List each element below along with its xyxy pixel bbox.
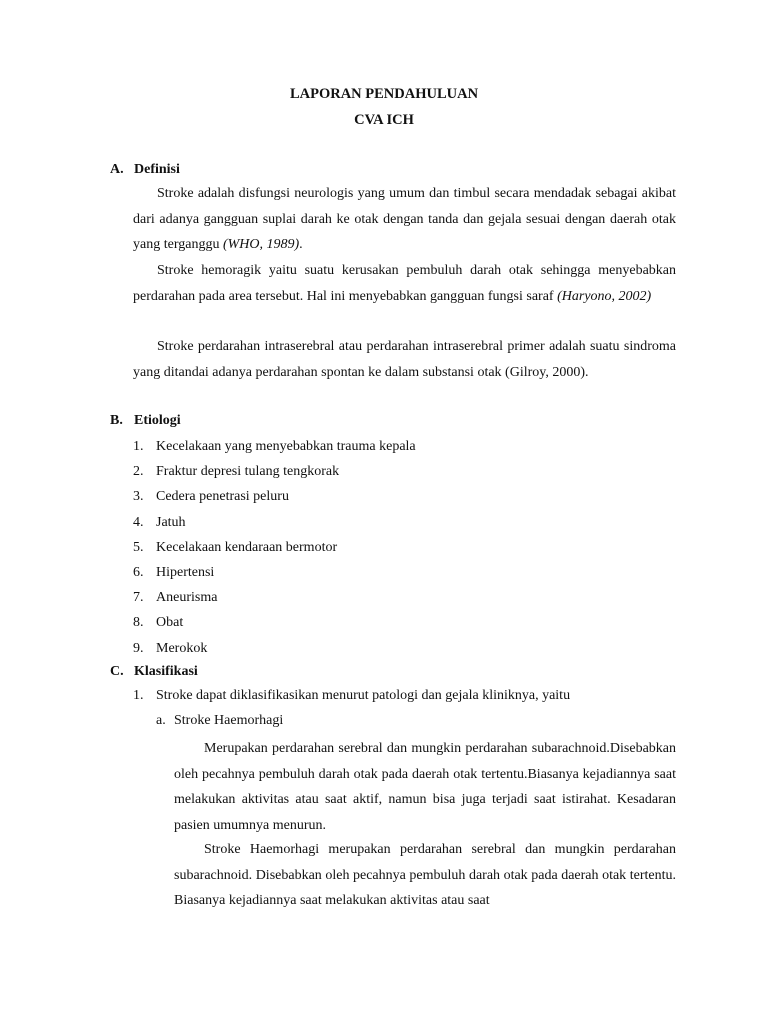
definisi-paragraph-1 — [133, 181, 676, 258]
item-text: Fraktur depresi tulang tengkorak — [156, 464, 340, 480]
section-letter: B. — [110, 413, 123, 428]
paragraph-end: . — [299, 237, 303, 252]
item-text: Stroke Haemorhagi — [174, 713, 284, 728]
item-text: Kecelakaan yang menyebabkan trauma kepala — [156, 439, 416, 454]
item-letter: a. — [156, 713, 166, 728]
klasifikasi-subitem-a — [156, 713, 283, 729]
section-title: Definisi — [134, 162, 180, 177]
item-number: 1. — [133, 688, 144, 703]
item-text: Stroke dapat diklasifikasikan menurut patologi dan gejala kliniknya, yaitu — [156, 688, 571, 703]
item-number: 6. — [133, 564, 144, 580]
list-item — [133, 636, 416, 661]
etiologi-list — [133, 434, 416, 661]
paragraph-text: Stroke adalah disfungsi neurologis yang umum dan timbul secara mendadak sebagai akibat dari adanya gangguan suplai darah ke otak dengan tanda dan gejala sesuai dengan daerah otak yang terganggu — [133, 186, 676, 252]
citation: (Haryono, 2002) — [557, 288, 652, 304]
section-title: Etiologi — [134, 413, 181, 428]
item-text: Hipertensi — [156, 564, 215, 580]
item-text: Aneurisma — [156, 590, 218, 606]
section-heading-definisi — [110, 162, 180, 178]
list-item — [133, 510, 416, 535]
paragraph-text: Stroke hemoragik yaitu suatu kerusakan pembuluh darah otak sehingga menyebabkan perdarahan pada area tersebut. Hal ini menyebabkan gangguan fungsi saraf — [133, 263, 676, 304]
klasifikasi-paragraph-1: Merupakan perdarahan serebral dan mungkin perdarahan subarachnoid.Disebabkan oleh pecahnya pembuluh darah otak pada daerah otak tertentu.Biasanya kejadiannya saat melakukan aktivitas atau saat aktif, namun bisa juga terjadi saat istirahat. Kesadaran pasien umumnya menurun. — [174, 741, 676, 833]
section-letter: A. — [110, 162, 124, 177]
item-number: 5. — [133, 539, 144, 555]
definisi-paragraph-3 — [133, 334, 676, 385]
list-item — [133, 610, 416, 635]
section-letter: C. — [110, 664, 124, 679]
list-item — [133, 459, 416, 484]
item-number: 8. — [133, 615, 144, 631]
item-text: Merokok — [156, 640, 208, 656]
item-text: Kecelakaan kendaraan bermotor — [156, 539, 338, 555]
document-title: LAPORAN PENDAHULUAN — [289, 86, 479, 102]
list-item — [133, 585, 416, 610]
definisi-paragraph-2 — [133, 258, 676, 309]
list-item — [133, 560, 416, 585]
citation: (WHO, 1989) — [222, 237, 300, 252]
item-number: 9. — [133, 640, 144, 656]
klasifikasi-paragraph-2: Stroke Haemorhagi merupakan perdarahan serebral dan mungkin perdarahan subarachnoid. Disebabkan oleh pecahnya pembuluh darah otak pada daerah otak tertentu. Biasanya kejadiannya saat melakukan aktivitas atau saat — [174, 842, 676, 908]
section-heading-etiologi — [110, 413, 181, 429]
item-number: 2. — [133, 464, 144, 480]
list-item — [133, 535, 416, 560]
item-number: 3. — [133, 489, 144, 505]
item-text: Jatuh — [156, 514, 186, 530]
klasifikasi-item-1 — [133, 688, 570, 704]
item-number: 7. — [133, 590, 144, 606]
section-title: Klasifikasi — [134, 664, 198, 679]
section-heading-klasifikasi — [110, 664, 198, 680]
document-subtitle: CVA ICH — [354, 112, 414, 128]
item-text: Obat — [156, 615, 184, 631]
list-item — [133, 484, 416, 509]
item-text: Cedera penetrasi peluru — [156, 489, 289, 505]
item-number: 1. — [133, 439, 144, 454]
paragraph-text: Stroke perdarahan intraserebral atau perdarahan intraserebral primer adalah suatu sindroma yang ditandai adanya perdarahan spontan ke dalam substansi otak (Gilroy, 2000). — [133, 339, 676, 380]
list-item — [133, 434, 416, 459]
item-number: 4. — [133, 514, 144, 530]
